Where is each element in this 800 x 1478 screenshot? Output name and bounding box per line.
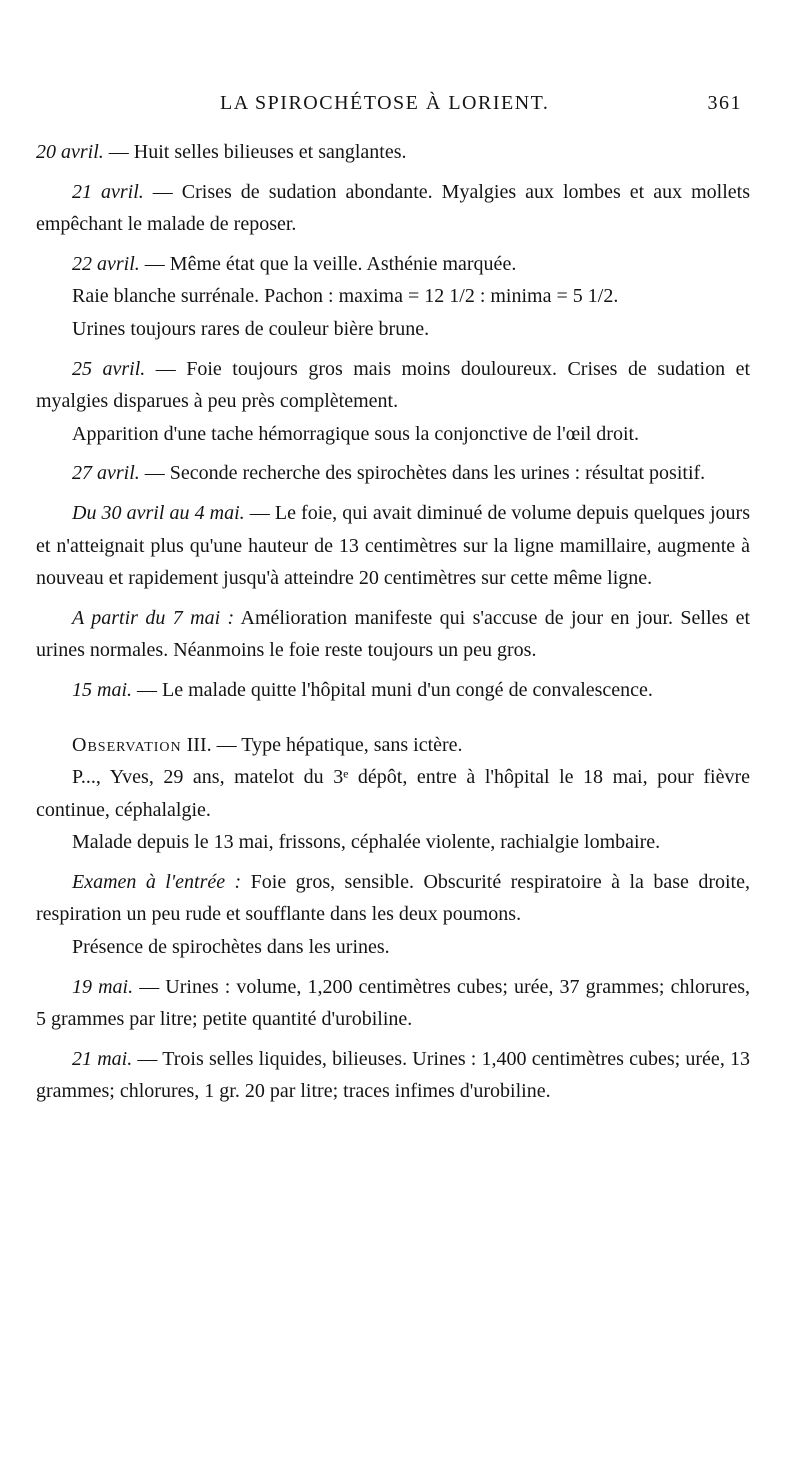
running-title: LA SPIROCHÉTOSE À LORIENT.: [220, 92, 550, 114]
entry-text: — Foie toujours gros mais moins douloureux. Crises de sudation et myalgies disparues à peu près complètement.: [36, 357, 750, 413]
entry-date: 19 mai.: [72, 975, 134, 998]
entry-text: — Urines : volume, 1,200 centimètres cubes; urée, 37 grammes; chlorures, 5 grammes par litre; petite quantité d'urobiline.: [36, 975, 751, 1031]
entry-text: — Seconde recherche des spirochètes dans les urines : résultat positif.: [139, 462, 706, 485]
paragraph: [36, 761, 750, 826]
page-number: 361: [707, 92, 742, 114]
paragraph: [36, 353, 750, 418]
entry-date: 21 mai.: [72, 1047, 133, 1070]
entry-text: — Huit selles bilieuses et sanglantes.: [103, 141, 407, 163]
entry-text: — Crises de sudation abondante. Myalgies aux lombes et aux mollets empêchant le malade de reposer.: [36, 180, 750, 236]
entry-text: — Le malade quitte l'hôpital muni d'un congé de convalescence.: [132, 678, 653, 701]
paragraph: [36, 418, 750, 451]
observation-title: — Type hépatique, sans ictère.: [211, 733, 463, 756]
entry-text: Présence de spirochètes dans les urines.: [72, 936, 390, 959]
entry-text: Malade depuis le 13 mai, frissons, céphalée violente, rachialgie lombaire.: [72, 831, 661, 854]
entry-date: 22 avril.: [72, 252, 140, 275]
entry-date: 21 avril.: [72, 180, 144, 203]
paragraph: [36, 866, 750, 931]
entry-text: — Le foie, qui avait diminué de volume depuis quelques jours et n'atteignait plus qu'une hauteur de 13 centimètres sur la ligne mamillaire, augmente à nouveau et rapidement jusqu'à atteindre 20 centimètres sur cette même ligne.: [36, 501, 750, 590]
observation-number: III.: [181, 733, 212, 756]
paragraph: [36, 457, 750, 490]
body-text: [36, 136, 750, 1108]
paragraph: [36, 1043, 750, 1108]
entry-date: A partir du 7 mai :: [72, 606, 235, 629]
observation-label: Observation: [72, 733, 182, 756]
paragraph: [36, 313, 750, 346]
paragraph: [36, 248, 750, 281]
entry-date: Du 30 avril au 4 mai.: [72, 501, 245, 524]
entry-text: Foie gros, sensible. Obscurité respiratoire à la base droite, respiration un peu rude et soufflante dans les deux poumons.: [36, 870, 750, 926]
page-header: [52, 92, 742, 122]
paragraph: [36, 497, 750, 595]
entry-text: — Même état que la veille. Asthénie marquée.: [139, 252, 517, 275]
observation-heading: [36, 729, 750, 762]
paragraph: [36, 136, 750, 169]
paragraph: [36, 602, 750, 667]
entry-text: Urines toujours rares de couleur bière brune.: [72, 317, 430, 340]
entry-text: — Trois selles liquides, bilieuses. Urines : 1,400 centimètres cubes; urée, 13 grammes; chlorures, 1 gr. 20 par litre; traces infimes d'urobiline.: [36, 1047, 751, 1103]
entry-text: P..., Yves, 29 ans, matelot du 3ᵉ dépôt, entre à l'hôpital le 18 mai, pour fièvre continue, céphalalgie.: [36, 766, 750, 821]
entry-text: Apparition d'une tache hémorragique sous la conjonctive de l'œil droit.: [72, 422, 640, 445]
entry-date: 15 mai.: [72, 678, 132, 701]
entry-text: Raie blanche surrénale. Pachon : maxima = 12 1/2 : minima = 5 1/2.: [72, 285, 619, 308]
paragraph: [36, 176, 750, 241]
entry-date: Examen à l'entrée :: [72, 870, 242, 893]
entry-date: 25 avril.: [72, 357, 146, 380]
paragraph: [36, 674, 750, 707]
entry-date: 20 avril.: [36, 141, 104, 163]
paragraph: [36, 971, 750, 1036]
entry-date: 27 avril.: [72, 462, 140, 485]
entry-text: Amélioration manifeste qui s'accuse de jour en jour. Selles et urines normales. Néanmoins le foie reste toujours un peu gros.: [36, 606, 750, 662]
paragraph: [36, 826, 750, 859]
paragraph: [36, 931, 750, 964]
paragraph: [36, 280, 750, 313]
